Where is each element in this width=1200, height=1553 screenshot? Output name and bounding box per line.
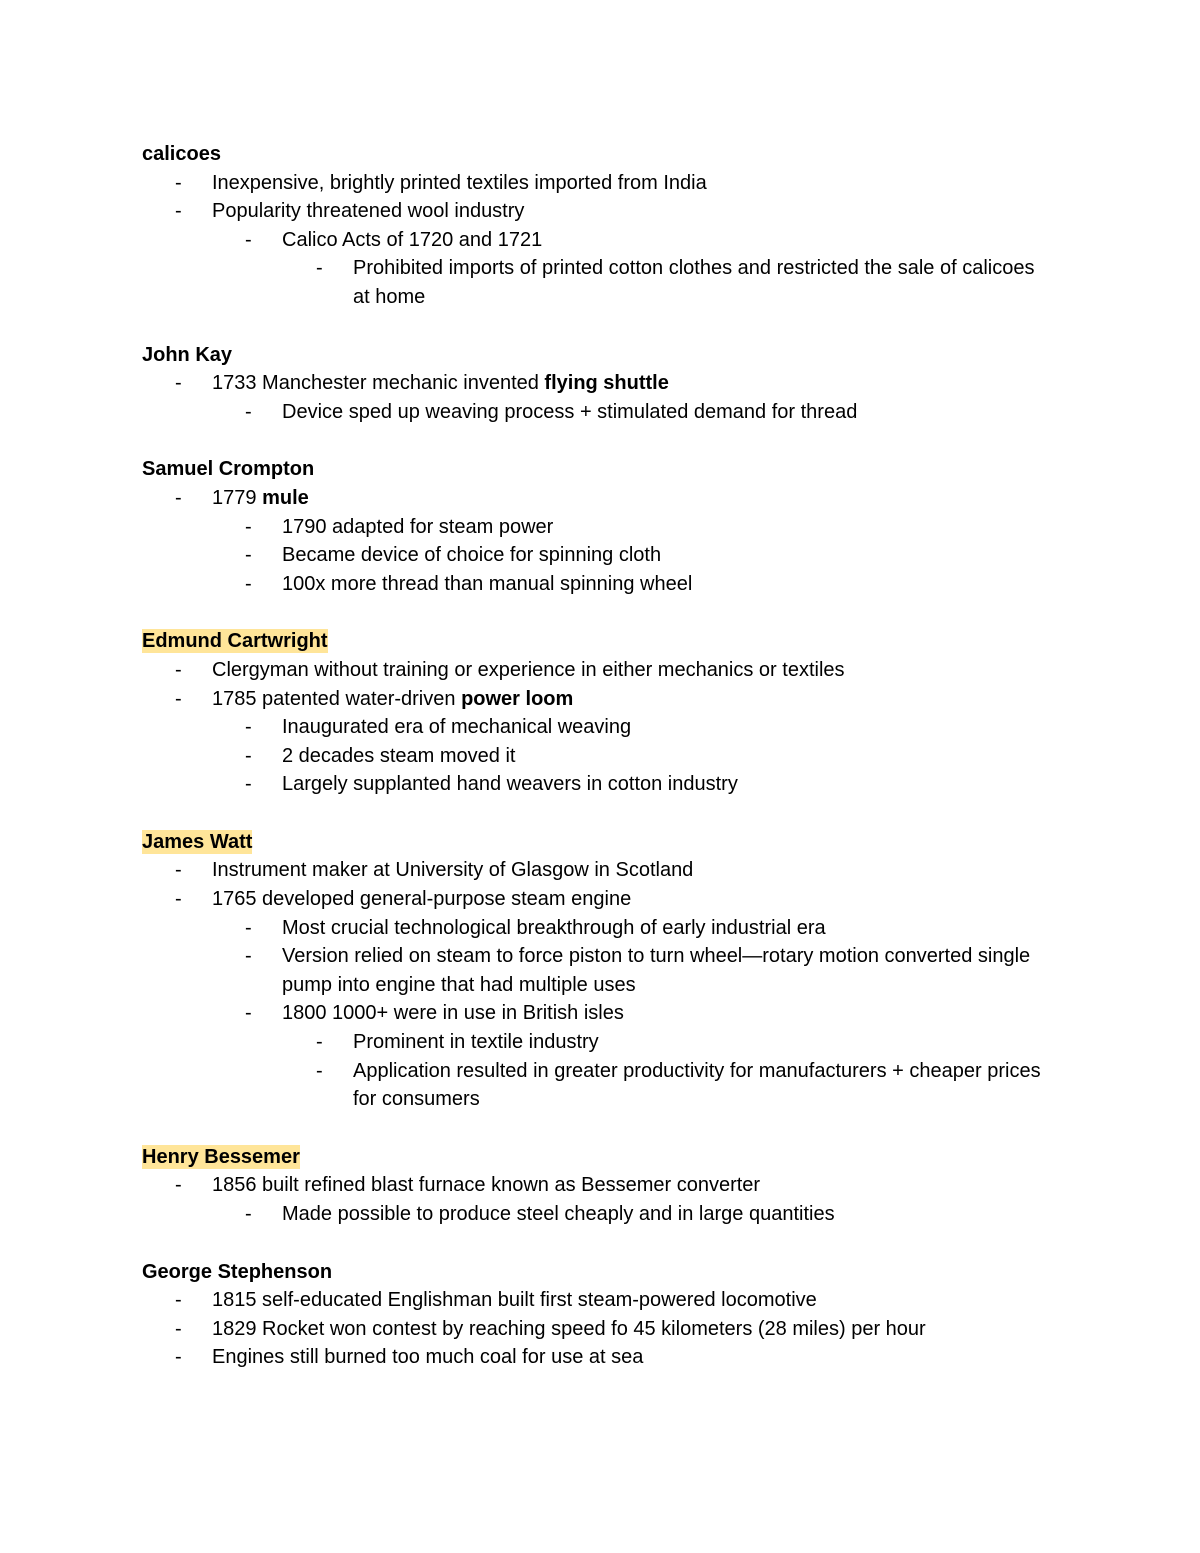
bullet-text: Largely supplanted hand weavers in cotton industry (282, 773, 738, 796)
bullet-item (142, 742, 1042, 771)
bullet-text: 1829 Rocket won contest by reaching speed fo 45 kilometers (28 miles) per hour (212, 1317, 926, 1340)
bullet-text: 1856 built refined blast furnace known as Bessemer converter (212, 1174, 761, 1197)
bullet-text: Popularity threatened wool industry (212, 200, 525, 223)
bullet-text: Engines still burned too much coal for use at sea (212, 1346, 644, 1369)
bullet-item (142, 1028, 1042, 1057)
bullet-dash-icon: - (175, 1289, 182, 1312)
bullet-text: Clergyman without training or experience in either mechanics or textiles (212, 658, 845, 681)
bullet-dash-icon: - (245, 916, 252, 939)
note-section (142, 140, 1042, 312)
bullet-dash-icon: - (316, 1059, 323, 1082)
bullet-dash-icon: - (245, 228, 252, 251)
bullet-item (142, 513, 1042, 542)
section-heading (142, 455, 1042, 484)
bullet-item (142, 1057, 1042, 1114)
bullet-item (142, 1286, 1042, 1315)
bullet-text: Made possible to produce steel cheaply and in large quantities (282, 1203, 835, 1225)
bullet-text: Became device of choice for spinning cloth (282, 544, 662, 567)
bullet-dash-icon: - (316, 1031, 323, 1054)
bullet-dash-icon: - (175, 200, 182, 223)
bullet-item (142, 885, 1042, 914)
bullet-dash-icon: - (175, 171, 182, 194)
bullet-dash-icon: - (316, 257, 323, 280)
section-heading-text: George Stephenson (142, 1260, 333, 1283)
bullet-dash-icon: - (245, 945, 252, 968)
section-heading (142, 1143, 1042, 1172)
bullet-dash-icon: - (175, 1346, 182, 1369)
bullet-item (142, 1315, 1042, 1344)
bullet-dash-icon: - (175, 1317, 182, 1340)
bullet-dash-icon: - (175, 658, 182, 681)
bullet-dash-icon: - (245, 544, 252, 567)
bullet-text: 1790 adapted for steam power (282, 515, 554, 538)
section-heading (142, 828, 1042, 857)
bullet-text: Application resulted in greater productivity for manufacturers + cheaper prices for consumers (353, 1059, 1041, 1111)
bullet-text: 1765 developed general-purpose steam engine (212, 888, 632, 911)
bullet-text: 1733 Manchester mechanic invented (212, 372, 545, 395)
bullet-item (142, 541, 1042, 570)
bullet-item (142, 1171, 1042, 1200)
note-section (142, 1143, 1042, 1229)
bullet-item (142, 856, 1042, 885)
bullet-dash-icon: - (175, 486, 182, 509)
bullet-text: Instrument maker at University of Glasgow in Scotland (212, 859, 694, 882)
bullet-item (142, 713, 1042, 742)
bullet-item (142, 254, 1042, 311)
section-heading-text: Edmund Cartwright (142, 630, 328, 653)
bullet-text: 1785 patented water-driven (212, 687, 462, 710)
section-heading-text: Henry Bessemer (142, 1145, 300, 1168)
section-heading (142, 341, 1042, 370)
bullet-text: Prohibited imports of printed cotton clothes and restricted the sale of calicoes at home (353, 257, 1035, 308)
bullet-item (142, 197, 1042, 226)
bullet-text: Calico Acts of 1720 and 1721 (282, 228, 543, 251)
bullet-item (142, 1200, 1042, 1229)
bullet-dash-icon: - (245, 744, 252, 767)
bullet-text: 1800 1000+ were in use in British isles (282, 1002, 624, 1025)
section-heading (142, 1258, 1042, 1287)
bullet-item (142, 484, 1042, 513)
bullet-dash-icon: - (245, 773, 252, 796)
bullet-item (142, 685, 1042, 714)
bullet-item (142, 1343, 1042, 1372)
bullet-bold-term: mule (262, 486, 309, 509)
bullet-text: 2 decades steam moved it (282, 744, 516, 767)
bullet-text: Inexpensive, brightly printed textiles imported from India (212, 171, 707, 194)
section-heading-text: James Watt (142, 830, 253, 853)
bullet-item (142, 570, 1042, 599)
note-section (142, 455, 1042, 598)
section-heading-text: Samuel Crompton (142, 458, 315, 481)
section-heading-text: John Kay (142, 343, 233, 366)
bullet-text: Version relied on steam to force piston to turn wheel—rotary motion converted single pump into engine that had multiple uses (282, 945, 1031, 996)
bullet-item (142, 169, 1042, 198)
bullet-dash-icon: - (175, 859, 182, 882)
bullet-dash-icon: - (245, 1002, 252, 1025)
note-section (142, 341, 1042, 427)
section-heading (142, 627, 1042, 656)
bullet-dash-icon: - (175, 372, 182, 395)
bullet-item (142, 226, 1042, 255)
bullet-text: Most crucial technological breakthrough of early industrial era (282, 916, 826, 939)
bullet-item (142, 369, 1042, 398)
note-section (142, 828, 1042, 1114)
bullet-item (142, 914, 1042, 943)
bullet-item (142, 999, 1042, 1028)
bullet-text: 100x more thread than manual spinning wheel (282, 572, 693, 595)
bullet-bold-term: power loom (461, 687, 574, 710)
bullet-dash-icon: - (245, 716, 252, 739)
bullet-bold-term: flying shuttle (544, 372, 669, 395)
bullet-text: 1815 self-educated Englishman built first steam-powered locomotive (212, 1289, 817, 1312)
bullet-dash-icon: - (245, 572, 252, 595)
section-heading (142, 140, 1042, 169)
bullet-text: Prominent in textile industry (353, 1031, 599, 1054)
section-heading-text: calicoes (142, 143, 221, 165)
bullet-dash-icon: - (175, 687, 182, 710)
bullet-text: Device sped up weaving process + stimulated demand for thread (282, 400, 858, 423)
bullet-item (142, 398, 1042, 427)
bullet-dash-icon: - (175, 1174, 182, 1197)
bullet-text: 1779 (212, 486, 263, 509)
bullet-dash-icon: - (245, 1203, 252, 1225)
note-section (142, 1258, 1042, 1372)
document-body (142, 140, 1042, 1401)
bullet-item (142, 942, 1042, 999)
note-section (142, 627, 1042, 799)
bullet-dash-icon: - (245, 515, 252, 538)
bullet-text: Inaugurated era of mechanical weaving (282, 716, 632, 739)
bullet-item (142, 656, 1042, 685)
bullet-item (142, 770, 1042, 799)
bullet-dash-icon: - (175, 888, 182, 911)
bullet-dash-icon: - (245, 400, 252, 423)
